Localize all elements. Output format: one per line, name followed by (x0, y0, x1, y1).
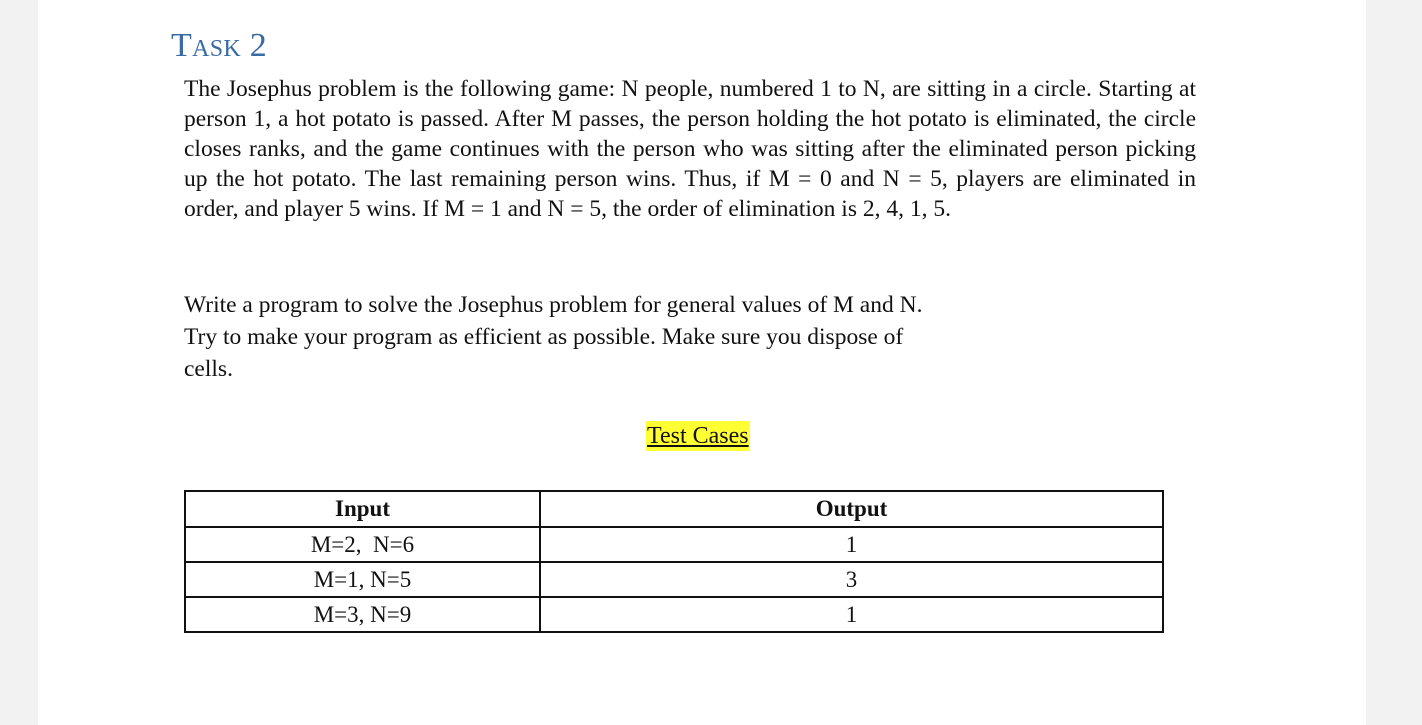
task-title: Task 2 (171, 27, 268, 64)
table-header-row (185, 491, 1163, 527)
instructions-line: cells. (184, 356, 233, 382)
document-page (38, 0, 1366, 725)
instructions-paragraph (184, 289, 1004, 385)
table-row (185, 562, 1163, 597)
table-row (185, 597, 1163, 632)
test-cases-heading: Test Cases (647, 423, 749, 449)
table-row (185, 527, 1163, 562)
output-cell: 1 (540, 597, 1163, 632)
instructions-line: Try to make your program as efficient as possible. Make sure you dispose of (184, 324, 904, 350)
input-cell: M=3, N=9 (185, 597, 540, 632)
input-cell: M=2, N=6 (185, 527, 540, 562)
output-cell: 3 (540, 562, 1163, 597)
input-cell: M=1, N=5 (185, 562, 540, 597)
output-cell: 1 (540, 527, 1163, 562)
input-column-header: Input (185, 491, 540, 527)
instructions-line: Write a program to solve the Josephus problem for general values of M and N. (184, 292, 923, 318)
output-column-header: Output (540, 491, 1163, 527)
problem-description: The Josephus problem is the following game: N people, numbered 1 to N, are sitting in a circle. Starting at person 1, a hot potato is passed. After M passes, the person holding the hot potato is eliminated, the circle closes ranks, and the game continues with the person who was sitting after the eliminated person picking up the hot potato. The last remaining person wins. Thus, if M = 0 and N = 5, players are eliminated in order, and player 5 wins. If M = 1 and N = 5, the order of elimination is 2, 4, 1, 5. (184, 76, 1196, 222)
test-cases-table (184, 490, 1164, 633)
